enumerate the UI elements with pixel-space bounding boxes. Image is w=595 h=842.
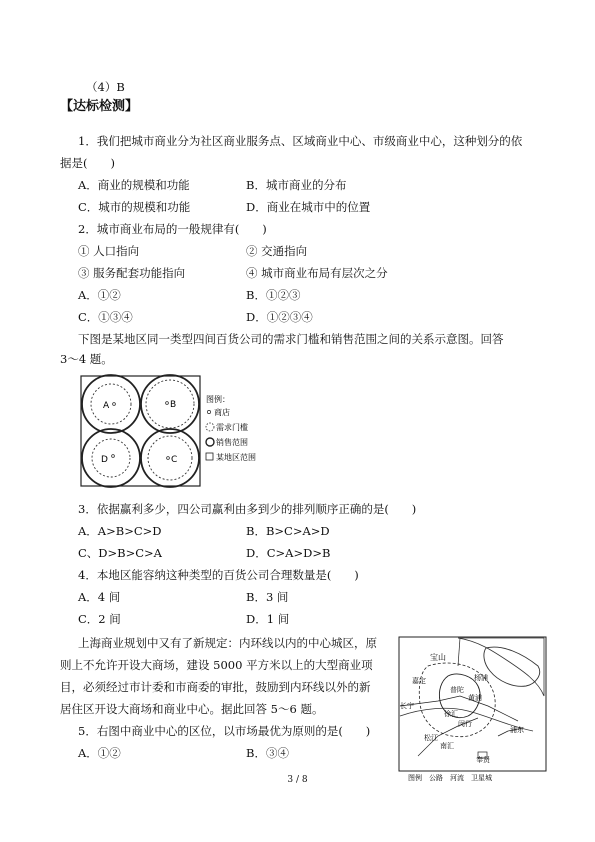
q4-option-c: C．2 间 (78, 612, 121, 626)
map-label-yangpu: 杨浦 (474, 674, 488, 682)
store-dot-a (113, 403, 116, 406)
demand-threshold-a (91, 384, 131, 424)
previous-answer: （4）B (86, 80, 125, 94)
q2-item-2: ② 交通指向 (246, 244, 308, 258)
sales-range-c (141, 429, 199, 487)
q2-option-a: A．①② (78, 288, 121, 302)
q1-option-a: A．商业的规模和功能 (78, 178, 190, 192)
intro-5-6-line2: 则上不允许开设大商场，建设 5000 平方米以上的大型商业项 (60, 658, 373, 672)
map-label-nanhui: 南汇 (440, 742, 454, 750)
q1-option-b: B．城市商业的分布 (246, 178, 347, 192)
map-label-putuo: 普陀 (450, 686, 464, 694)
legend-threshold-symbol (206, 423, 214, 431)
q2-option-d: D．①②③④ (246, 310, 313, 324)
intro-3-4-line1: 下图是某地区同一类型四间百货公司的需求门槛和销售范围之间的关系示意图。回答 (78, 332, 504, 346)
q2-option-b: B．①②③ (246, 288, 301, 302)
q1-stem-cont: 据是( ) (60, 156, 115, 170)
legend-title: 图例： (206, 395, 230, 404)
q2-item-1: ① 人口指向 (78, 244, 140, 258)
store-label-d: D (101, 455, 108, 465)
legend-range-symbol (206, 438, 214, 446)
q3-option-c: C、D>B>C>A (78, 546, 162, 560)
q2-item-3: ③ 服务配套功能指向 (78, 266, 186, 280)
legend-range: 销售范围 (216, 438, 248, 447)
intro-3-4-line2: 3～4 题。 (60, 352, 113, 366)
legend-threshold: 需求门槛 (216, 423, 248, 432)
store-threshold-diagram (80, 372, 280, 490)
q5-stem: 5．右图中商业中心的区位，以市场最优为原则的是( ) (78, 724, 371, 738)
intro-5-6-line3: 目，必须经过市计委和市商委的审批，鼓励到内环线以外的新 (60, 680, 371, 694)
q3-option-b: B．B>C>A>D (246, 524, 330, 538)
map-label-fengxian: 奉贤 (476, 756, 490, 764)
map-legend: 图例 公路 河流 卫星城 (408, 774, 492, 782)
yangtze-estuary (458, 638, 544, 696)
map-label-jiading: 嘉定 (412, 677, 426, 685)
section-title: 【达标检测】 (60, 99, 139, 114)
q1-option-d: D．商业在城市中的位置 (246, 200, 371, 214)
q3-stem: 3．依据赢利多少，四公司赢利由多到少的排列顺序正确的是( ) (78, 502, 417, 516)
store-label-b: B (170, 400, 177, 410)
q2-stem: 2．城市商业布局的一般规律有( ) (78, 222, 267, 236)
q4-option-a: A．4 间 (78, 590, 121, 604)
store-dot-c (167, 457, 170, 460)
q1-option-c: C．城市的规模和功能 (78, 200, 191, 214)
q4-stem: 4．本地区能容纳这种类型的百货公司合理数量是( ) (78, 568, 359, 582)
map-label-changning: 长宁 (400, 702, 414, 710)
legend-store-symbol (207, 410, 210, 413)
map-label-huangpu: 黄浦 (468, 694, 482, 702)
map-frame (399, 637, 546, 771)
q1-stem: 1．我们把城市商业分为社区商业服务点、区域商业中心、市级商业中心，这种划分的依 (78, 134, 523, 148)
demand-threshold-c (148, 436, 192, 480)
q4-option-b: B．3 间 (246, 590, 289, 604)
q4-option-d: D．1 间 (246, 612, 290, 626)
intro-5-6-line1: 上海商业规划中又有了新规定：内环线以内的中心城区，原 (78, 636, 377, 650)
chongming-island (484, 647, 540, 686)
store-label-a: A (103, 401, 110, 411)
store-dot-b (166, 402, 169, 405)
q2-item-4: ④ 城市商业布局有层次之分 (246, 266, 388, 280)
legend-region-symbol (206, 453, 213, 460)
map-label-songjiang: 松江 (424, 734, 438, 742)
intro-5-6-line4: 居住区开设大商场和商业中心。据此回答 5～6 题。 (60, 702, 324, 716)
map-label-xuhui: 徐汇 (444, 710, 458, 718)
highway-4 (458, 638, 460, 666)
legend-store: 商店 (214, 408, 230, 417)
page-number: 3 / 8 (287, 775, 308, 785)
sales-range-d (82, 429, 140, 487)
map-label-minhang: 闵行 (458, 720, 472, 728)
demand-threshold-d (92, 439, 130, 477)
store-dot-d (112, 455, 115, 458)
legend-region: 某地区范围 (216, 453, 256, 462)
map-label-pudong: 浦东 (510, 726, 524, 734)
map-label-baoshan: 宝山 (430, 653, 446, 662)
shanghai-map (398, 636, 548, 782)
q2-option-c: C．①③④ (78, 310, 133, 324)
q5-option-b: B．③④ (246, 746, 289, 760)
q3-option-a: A．A>B>C>D (78, 524, 162, 538)
q5-option-a: A．①② (78, 746, 121, 760)
store-label-c: C (171, 455, 178, 465)
q3-option-d: D．C>A>D>B (246, 546, 331, 560)
